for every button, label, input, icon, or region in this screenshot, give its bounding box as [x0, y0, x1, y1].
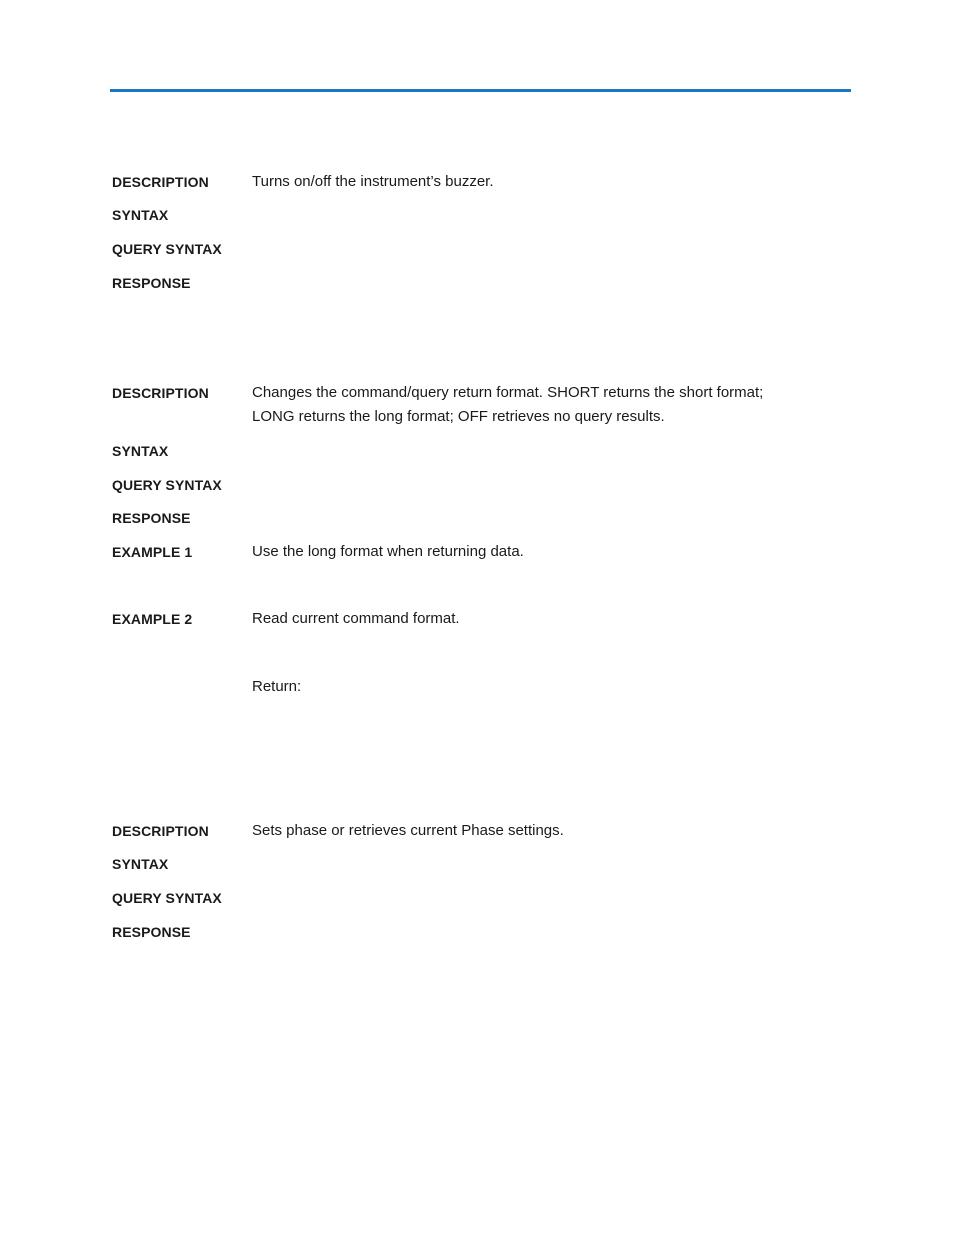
example1-text: Use the long format when returning data.	[252, 543, 524, 560]
description-text: Turns on/off the instrument’s buzzer.	[252, 173, 494, 190]
example2-label: EXAMPLE 2	[112, 611, 193, 627]
section1-query-syntax-row	[112, 237, 832, 261]
section1-response-row	[112, 271, 832, 295]
section1-description-row	[112, 170, 832, 194]
section2-example2-row	[112, 607, 832, 631]
query-syntax-label: QUERY SYNTAX	[112, 890, 222, 906]
description-label: DESCRIPTION	[112, 174, 209, 190]
header-rule	[110, 89, 851, 92]
syntax-label: SYNTAX	[112, 443, 169, 459]
section2-example1-row	[112, 540, 832, 564]
response-label: RESPONSE	[112, 510, 191, 526]
section2-description-row	[112, 381, 832, 429]
section2-return-row	[112, 675, 832, 699]
syntax-label: SYNTAX	[112, 207, 169, 223]
example1-label: EXAMPLE 1	[112, 544, 193, 560]
section2-syntax-row	[112, 439, 832, 463]
response-label: RESPONSE	[112, 924, 191, 940]
section2-response-row	[112, 506, 832, 530]
section3-response-row	[112, 920, 832, 944]
section3-description-row	[112, 819, 832, 843]
description-text: Sets phase or retrieves current Phase settings.	[252, 822, 564, 839]
example2-text: Read current command format.	[252, 610, 460, 627]
return-text: Return:	[252, 678, 302, 695]
section2-query-syntax-row	[112, 473, 832, 497]
description-label: DESCRIPTION	[112, 823, 209, 839]
section1-syntax-row	[112, 203, 832, 227]
description-line-1: Changes the command/query return format. SHORT returns the short format;	[252, 384, 764, 401]
description-text	[252, 381, 832, 429]
syntax-label: SYNTAX	[112, 856, 169, 872]
query-syntax-label: QUERY SYNTAX	[112, 477, 222, 493]
description-line-2: LONG returns the long format; OFF retrieves no query results.	[252, 408, 665, 425]
response-label: RESPONSE	[112, 275, 191, 291]
query-syntax-label: QUERY SYNTAX	[112, 241, 222, 257]
section3-query-syntax-row	[112, 886, 832, 910]
description-label: DESCRIPTION	[112, 385, 209, 401]
section3-syntax-row	[112, 852, 832, 876]
